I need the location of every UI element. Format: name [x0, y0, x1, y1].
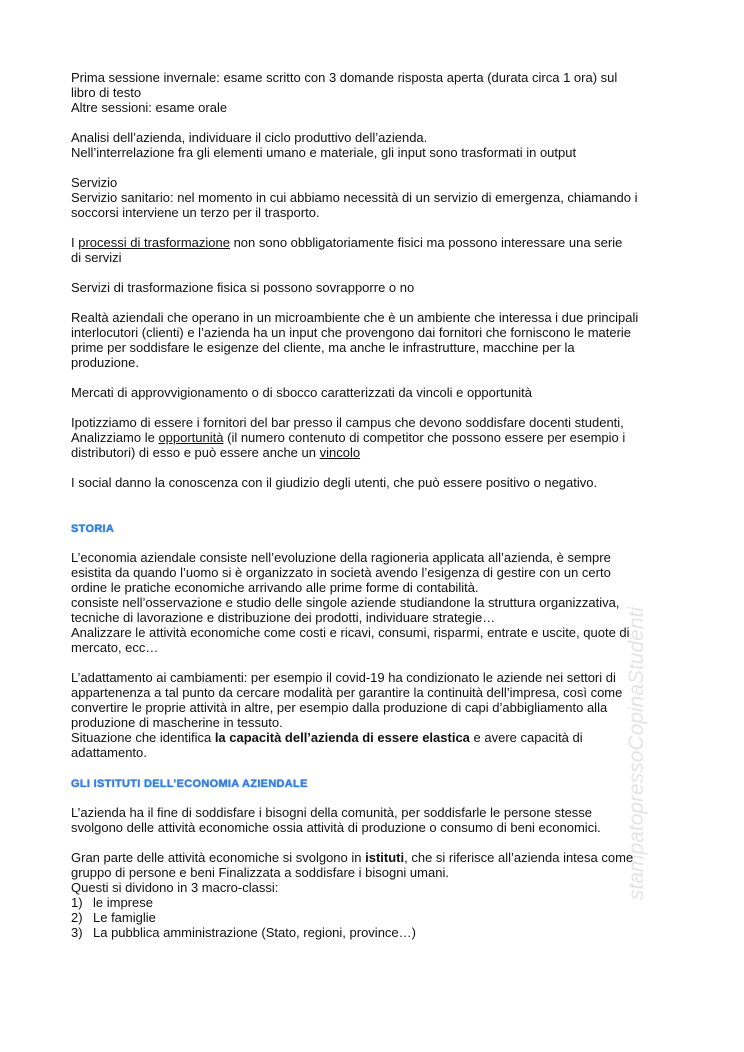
text-line [71, 280, 691, 295]
text-segment: convertire le proprie attività in altre, per esempio dalla produzione di capi d’abbigliamento alla [71, 700, 608, 715]
text-line [71, 670, 691, 685]
text-segment: prime per soddisfare le esigenze del cliente, ma anche le infrastrutture, macchine per la [71, 340, 575, 355]
blank-line [71, 835, 691, 850]
list-number: 2) [71, 910, 83, 925]
blank-line [71, 505, 691, 520]
text-segment: produzione. [71, 355, 139, 370]
text-segment: ordine le pratiche economiche arrivando alle prime forme di contabilità. [71, 580, 479, 595]
blank-line [71, 655, 691, 670]
text-segment: libro di testo [71, 85, 142, 100]
watermark: stampatopressoCopinaStudenti [625, 606, 648, 900]
text-line [71, 415, 691, 430]
text-line [71, 250, 691, 265]
text-line [71, 820, 691, 835]
blank-line [71, 460, 691, 475]
text-segment: L’economia aziendale consiste nell’evoluzione della ragioneria applicata all’azienda, è sempre [71, 550, 611, 565]
text-segment: Ipotizziamo di essere i fornitori del bar presso il campus che devono soddisfare docenti studenti, [71, 415, 624, 430]
text-line [71, 85, 691, 100]
text-segment: esistita da quando l’uomo si è organizzato in società avendo l’esigenza di gestire con un certo [71, 565, 611, 580]
text-segment: svolgono delle attività economiche ossia attività di produzione o consumo di beni economici. [71, 820, 601, 835]
text-segment: Questi si dividono in 3 macro-classi: [71, 880, 279, 895]
text-segment: gruppo di persone e beni Finalizzata a soddisfare i bisogni umani. [71, 865, 449, 880]
text-segment: I social danno la conoscenza con il giudizio degli utenti, che può essere positivo o negativo. [71, 475, 598, 490]
blank-line [71, 535, 691, 550]
text-segment: soccorsi interviene un terzo per il trasporto. [71, 205, 320, 220]
blank-line [71, 115, 691, 130]
text-line [71, 145, 691, 160]
text-line [71, 595, 691, 610]
text-segment: Altre sessioni: esame orale [71, 100, 228, 115]
text-segment: le imprese [93, 895, 153, 910]
text-line [71, 550, 691, 565]
text-line [71, 730, 691, 745]
blank-line [71, 790, 691, 805]
text-segment: consiste nell’osservazione e studio delle singole aziende studiandone la struttura organizzativa, [71, 595, 620, 610]
text-line [71, 925, 691, 940]
text-segment: Analizzare le attività economiche come costi e ricavi, consumi, risparmi, entrate e uscite, quote di [71, 625, 630, 640]
text-line [71, 700, 691, 715]
text-line [71, 205, 691, 220]
text-line [71, 880, 691, 895]
text-segment: di servizi [71, 250, 122, 265]
text-segment: Mercati di approvvigionamento o di sbocco caratterizzati da vincoli e opportunità [71, 385, 533, 400]
blank-line [71, 295, 691, 310]
underlined-text: vincolo [319, 445, 361, 460]
bold-text: istituti [365, 850, 405, 865]
text-segment: L’azienda ha il fine di soddisfare i bisogni della comunità, per soddisfarle le persone stesse [71, 805, 593, 820]
text-line [71, 850, 691, 865]
text-line [71, 745, 691, 760]
text-segment: Analizziamo le [71, 430, 159, 445]
text-segment: Analisi dell’azienda, individuare il ciclo produttivo dell’azienda. [71, 130, 428, 145]
section-heading [71, 520, 691, 535]
list-number: 3) [71, 925, 83, 940]
text-segment: Gran parte delle attività economiche si svolgono in [71, 850, 366, 865]
text-segment: mercato, ecc… [71, 640, 159, 655]
text-segment: produzione di mascherine in tessuto. [71, 715, 283, 730]
blank-line [71, 220, 691, 235]
text-segment: distributori) di esso e può essere anche un [71, 445, 320, 460]
text-line [71, 70, 691, 85]
text-segment: adattamento. [71, 745, 147, 760]
text-segment: L’adattamento ai cambiamenti: per esempio il covid-19 ha condizionato le aziende nei settori di [71, 670, 616, 685]
text-segment: Servizio [71, 175, 118, 190]
section-heading [71, 775, 691, 790]
blank-line [71, 370, 691, 385]
blank-line [71, 760, 691, 775]
text-segment: interlocutori (clienti) e l’azienda ha un input che provengono dai fornitori che forniscono le materie [71, 325, 632, 340]
underlined-text: processi di trasformazione [78, 235, 230, 250]
text-line [71, 175, 691, 190]
text-line [71, 610, 691, 625]
text-segment: Nell’interrelazione fra gli elementi umano e materiale, gli input sono trasformati in output [71, 145, 577, 160]
text-line [71, 325, 691, 340]
text-line [71, 685, 691, 700]
bold-text: la capacità dell’azienda di essere elastica [214, 730, 470, 745]
blank-line [71, 400, 691, 415]
text-line [71, 310, 691, 325]
text-line [71, 190, 691, 205]
text-line [71, 580, 691, 595]
text-segment: I [71, 235, 79, 250]
text-line [71, 430, 691, 445]
text-segment: Servizio sanitario: nel momento in cui abbiamo necessità di un servizio di emergenza, chiamando i [71, 190, 638, 205]
text-line [71, 565, 691, 580]
underlined-text: opportunità [158, 430, 224, 445]
text-segment: , che si riferisce all’azienda intesa come [404, 850, 634, 865]
blank-line [71, 265, 691, 280]
heading-text: STORIA [71, 523, 115, 535]
document-body [71, 70, 691, 940]
text-line [71, 130, 691, 145]
text-line [71, 805, 691, 820]
text-segment: e avere capacità di [469, 730, 583, 745]
text-line [71, 865, 691, 880]
heading-text: GLI ISTITUTI DELL’ECONOMIA AZIENDALE [71, 778, 308, 790]
text-line [71, 340, 691, 355]
text-line [71, 715, 691, 730]
text-segment: Situazione che identifica [71, 730, 215, 745]
text-segment: Realtà aziendali che operano in un microambiente che è un ambiente che interessa i due principali [71, 310, 639, 325]
text-line [71, 640, 691, 655]
text-line [71, 895, 691, 910]
text-line [71, 625, 691, 640]
text-segment: La pubblica amministrazione (Stato, regioni, province…) [93, 925, 416, 940]
blank-line [71, 160, 691, 175]
list-number: 1) [71, 895, 83, 910]
text-segment: Prima sessione invernale: esame scritto con 3 domande risposta aperta (durata circa 1 ora) sul [71, 70, 618, 85]
text-segment: (il numero contenuto di competitor che possono essere per esempio i [223, 430, 626, 445]
text-line [71, 445, 691, 460]
text-segment: appartenenza a tal punto da cercare modalità per garantire la continuità dell’impresa, così come [71, 685, 623, 700]
text-segment: Le famiglie [93, 910, 156, 925]
text-segment: tecniche di lavorazione e distribuzione dei prodotti, individuare strategie… [71, 610, 496, 625]
text-line [71, 475, 691, 490]
text-line [71, 385, 691, 400]
text-line [71, 355, 691, 370]
text-line [71, 100, 691, 115]
text-line [71, 910, 691, 925]
text-segment: non sono obbligatoriamente fisici ma possono interessare una serie [229, 235, 623, 250]
text-segment: Servizi di trasformazione fisica si possono sovrapporre o no [71, 280, 415, 295]
blank-line [71, 490, 691, 505]
text-line [71, 235, 691, 250]
